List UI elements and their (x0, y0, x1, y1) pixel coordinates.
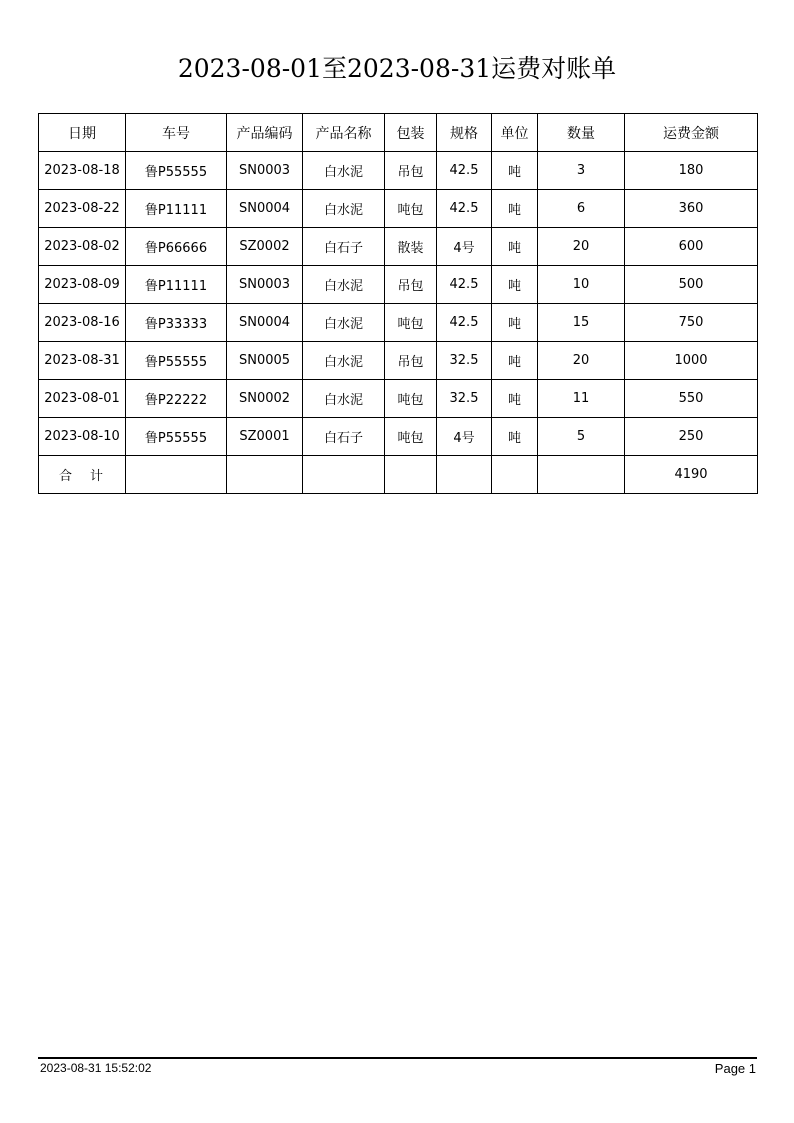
header-spec: 规格 (437, 114, 492, 152)
cell-product-name: 白水泥 (303, 380, 385, 418)
total-empty-cell (303, 456, 385, 494)
table-row (39, 228, 758, 266)
cell-product-code: SN0002 (227, 380, 303, 418)
table-row (39, 304, 758, 342)
cell-product-name: 白水泥 (303, 266, 385, 304)
header-quantity: 数量 (538, 114, 625, 152)
cell-quantity: 6 (538, 190, 625, 228)
cell-product-name: 白水泥 (303, 304, 385, 342)
cell-unit: 吨 (492, 418, 538, 456)
header-product-code: 产品编码 (227, 114, 303, 152)
total-empty-cell (385, 456, 437, 494)
cell-spec: 32.5 (437, 342, 492, 380)
header-product-name: 产品名称 (303, 114, 385, 152)
cell-quantity: 15 (538, 304, 625, 342)
cell-date: 2023-08-10 (39, 418, 126, 456)
total-empty-cell (126, 456, 227, 494)
table-header-row (39, 114, 758, 152)
table-row (39, 418, 758, 456)
cell-date: 2023-08-01 (39, 380, 126, 418)
cell-product-code: SZ0002 (227, 228, 303, 266)
cell-packaging: 吊包 (385, 342, 437, 380)
freight-statement-table (38, 113, 758, 494)
cell-unit: 吨 (492, 380, 538, 418)
cell-unit: 吨 (492, 228, 538, 266)
cell-product-code: SN0003 (227, 152, 303, 190)
cell-product-name: 白石子 (303, 228, 385, 266)
cell-spec: 42.5 (437, 190, 492, 228)
table-row (39, 266, 758, 304)
total-label: 合计 (39, 456, 126, 494)
cell-product-code: SN0004 (227, 304, 303, 342)
total-empty-cell (492, 456, 538, 494)
header-packaging: 包装 (385, 114, 437, 152)
header-freight-amount: 运费金额 (625, 114, 758, 152)
cell-packaging: 散装 (385, 228, 437, 266)
cell-freight-amount: 500 (625, 266, 758, 304)
cell-spec: 4号 (437, 228, 492, 266)
cell-unit: 吨 (492, 266, 538, 304)
cell-vehicle-no: 鲁P11111 (126, 190, 227, 228)
cell-packaging: 吊包 (385, 152, 437, 190)
cell-spec: 32.5 (437, 380, 492, 418)
cell-date: 2023-08-22 (39, 190, 126, 228)
cell-freight-amount: 600 (625, 228, 758, 266)
cell-freight-amount: 1000 (625, 342, 758, 380)
cell-product-name: 白水泥 (303, 152, 385, 190)
table-row (39, 190, 758, 228)
cell-date: 2023-08-09 (39, 266, 126, 304)
table-row (39, 152, 758, 190)
cell-unit: 吨 (492, 152, 538, 190)
cell-spec: 42.5 (437, 304, 492, 342)
cell-quantity: 10 (538, 266, 625, 304)
cell-quantity: 5 (538, 418, 625, 456)
print-timestamp: 2023-08-31 15:52:02 (40, 1061, 152, 1075)
cell-unit: 吨 (492, 190, 538, 228)
cell-unit: 吨 (492, 304, 538, 342)
cell-vehicle-no: 鲁P55555 (126, 418, 227, 456)
cell-packaging: 吨包 (385, 304, 437, 342)
cell-spec: 42.5 (437, 152, 492, 190)
cell-product-name: 白水泥 (303, 190, 385, 228)
footer-divider (38, 1057, 757, 1059)
total-freight-amount: 4190 (625, 456, 758, 494)
page-title: 2023-08-01至2023-08-31运费对账单 (177, 54, 617, 83)
total-row (39, 456, 758, 494)
table-row (39, 380, 758, 418)
cell-product-code: SN0004 (227, 190, 303, 228)
header-unit: 单位 (492, 114, 538, 152)
total-empty-cell (538, 456, 625, 494)
cell-product-name: 白水泥 (303, 342, 385, 380)
cell-product-code: SN0005 (227, 342, 303, 380)
cell-spec: 4号 (437, 418, 492, 456)
cell-packaging: 吨包 (385, 190, 437, 228)
cell-packaging: 吊包 (385, 266, 437, 304)
cell-product-code: SN0003 (227, 266, 303, 304)
cell-vehicle-no: 鲁P22222 (126, 380, 227, 418)
cell-freight-amount: 250 (625, 418, 758, 456)
cell-date: 2023-08-18 (39, 152, 126, 190)
total-empty-cell (437, 456, 492, 494)
cell-product-name: 白石子 (303, 418, 385, 456)
cell-quantity: 20 (538, 228, 625, 266)
cell-spec: 42.5 (437, 266, 492, 304)
cell-freight-amount: 180 (625, 152, 758, 190)
cell-vehicle-no: 鲁P55555 (126, 152, 227, 190)
cell-freight-amount: 550 (625, 380, 758, 418)
cell-vehicle-no: 鲁P55555 (126, 342, 227, 380)
total-empty-cell (227, 456, 303, 494)
cell-vehicle-no: 鲁P33333 (126, 304, 227, 342)
cell-vehicle-no: 鲁P11111 (126, 266, 227, 304)
cell-product-code: SZ0001 (227, 418, 303, 456)
table-row (39, 342, 758, 380)
cell-packaging: 吨包 (385, 380, 437, 418)
page-number: Page 1 (714, 1061, 756, 1076)
cell-vehicle-no: 鲁P66666 (126, 228, 227, 266)
cell-packaging: 吨包 (385, 418, 437, 456)
cell-quantity: 11 (538, 380, 625, 418)
cell-date: 2023-08-16 (39, 304, 126, 342)
header-date: 日期 (39, 114, 126, 152)
cell-quantity: 3 (538, 152, 625, 190)
cell-date: 2023-08-02 (39, 228, 126, 266)
header-vehicle-no: 车号 (126, 114, 227, 152)
cell-date: 2023-08-31 (39, 342, 126, 380)
cell-freight-amount: 750 (625, 304, 758, 342)
cell-quantity: 20 (538, 342, 625, 380)
cell-freight-amount: 360 (625, 190, 758, 228)
cell-unit: 吨 (492, 342, 538, 380)
